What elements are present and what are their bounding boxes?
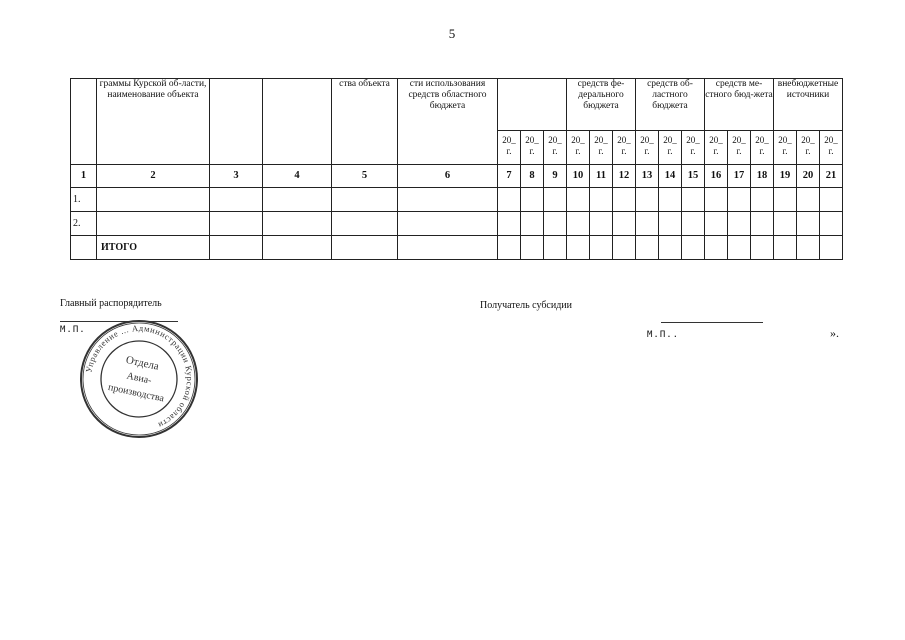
- table-cell: [521, 236, 544, 260]
- table-cell: [332, 236, 398, 260]
- column-number-cell: 13: [636, 165, 659, 188]
- year-header-cell: [498, 131, 521, 165]
- year-label: 20_: [525, 135, 539, 145]
- table-cell: [705, 212, 728, 236]
- table-cell: [820, 188, 843, 212]
- header-local-budget: средств ме-стного бюд-жета: [705, 79, 774, 131]
- table-cell: [544, 236, 567, 260]
- table-cell: [521, 212, 544, 236]
- year-header-cell: [797, 131, 820, 165]
- column-number-cell: 12: [613, 165, 636, 188]
- table-cell: [751, 236, 774, 260]
- year-suffix: г.: [713, 146, 719, 157]
- header-federal-budget: средств фе-дерального бюджета: [567, 79, 636, 131]
- header-col-6: сти использования средств областного бюджета: [398, 79, 498, 165]
- table-cell: [332, 188, 398, 212]
- table-cell: [498, 188, 521, 212]
- year-suffix: г.: [552, 146, 558, 157]
- closing-quote: ».: [830, 326, 839, 340]
- table-cell: [659, 212, 682, 236]
- table-cell: [797, 212, 820, 236]
- year-header-cell: [613, 131, 636, 165]
- column-number-cell: 3: [210, 165, 263, 188]
- year-suffix: г.: [759, 146, 765, 157]
- recipient-label: Получатель субсидии: [480, 300, 572, 311]
- table-cell: [797, 236, 820, 260]
- table-cell: [705, 236, 728, 260]
- table-row: [71, 188, 843, 212]
- column-number-cell: 1: [71, 165, 97, 188]
- column-number-cell: 11: [590, 165, 613, 188]
- column-number-cell: 2: [97, 165, 210, 188]
- year-suffix: г.: [598, 146, 604, 157]
- column-number-row: [71, 165, 843, 188]
- table-cell: [332, 212, 398, 236]
- table-cell: [774, 212, 797, 236]
- table-cell: [263, 188, 332, 212]
- column-number-cell: 20: [797, 165, 820, 188]
- table-cell: [567, 236, 590, 260]
- table-cell: [682, 212, 705, 236]
- column-number-cell: 9: [544, 165, 567, 188]
- table-cell: [544, 188, 567, 212]
- total-label: ИТОГО: [97, 236, 210, 260]
- header-col-5: ства объекта: [332, 79, 398, 165]
- total-row: [71, 236, 843, 260]
- year-label: 20_: [502, 135, 516, 145]
- year-label: 20_: [709, 135, 723, 145]
- table-cell: [613, 236, 636, 260]
- table-cell: [590, 236, 613, 260]
- svg-text:Авиа-: Авиа-: [125, 370, 153, 387]
- header-col-2: граммы Курской об-ласти, наименование объекта: [97, 79, 210, 165]
- row-name: [97, 188, 210, 212]
- year-label: 20_: [732, 135, 746, 145]
- year-suffix: г.: [575, 146, 581, 157]
- year-label: 20_: [663, 135, 677, 145]
- table-cell: [751, 188, 774, 212]
- year-label: 20_: [686, 135, 700, 145]
- table-cell: [705, 188, 728, 212]
- year-suffix: г.: [690, 146, 696, 157]
- column-number-cell: 17: [728, 165, 751, 188]
- table-cell: [521, 188, 544, 212]
- year-label: 20_: [617, 135, 631, 145]
- year-suffix: г.: [529, 146, 535, 157]
- recipient-signature-line: [661, 322, 763, 323]
- year-label: 20_: [801, 135, 815, 145]
- table-cell: [728, 236, 751, 260]
- column-number-cell: 15: [682, 165, 705, 188]
- column-number-cell: 16: [705, 165, 728, 188]
- year-suffix: г.: [736, 146, 742, 157]
- year-suffix: г.: [828, 146, 834, 157]
- table-cell: [774, 236, 797, 260]
- table-cell: [728, 188, 751, 212]
- year-label: 20_: [594, 135, 608, 145]
- table-cell: [398, 188, 498, 212]
- column-number-cell: 10: [567, 165, 590, 188]
- year-header-cell: [820, 131, 843, 165]
- year-header-cell: [636, 131, 659, 165]
- svg-text:Управление ... Администрации К: Управление ... Администрации Курской области: [83, 322, 196, 431]
- row-number: 1.: [71, 188, 97, 212]
- table-cell: [751, 212, 774, 236]
- table-cell: [210, 212, 263, 236]
- year-header-cell: [682, 131, 705, 165]
- official-stamp-seal: [78, 318, 200, 440]
- table-cell: [636, 212, 659, 236]
- header-col-1: [71, 79, 97, 165]
- year-suffix: г.: [782, 146, 788, 157]
- year-header-cell: [544, 131, 567, 165]
- year-label: 20_: [640, 135, 654, 145]
- column-number-cell: 7: [498, 165, 521, 188]
- svg-text:Отдела: Отдела: [124, 354, 160, 373]
- table-cell: [398, 236, 498, 260]
- column-number-cell: 21: [820, 165, 843, 188]
- year-label: 20_: [778, 135, 792, 145]
- year-suffix: г.: [506, 146, 512, 157]
- row-number: 2.: [71, 212, 97, 236]
- table-cell: [590, 188, 613, 212]
- year-header-cell: [659, 131, 682, 165]
- table-cell: [636, 188, 659, 212]
- table-cell: [210, 236, 263, 260]
- year-suffix: г.: [644, 146, 650, 157]
- header-extrabudgetary: внебюджетные источники: [774, 79, 843, 131]
- table-cell: [820, 212, 843, 236]
- year-header-cell: [521, 131, 544, 165]
- table-cell: [567, 188, 590, 212]
- table-cell: [398, 212, 498, 236]
- table-cell: [263, 212, 332, 236]
- column-number-cell: 19: [774, 165, 797, 188]
- svg-text:производства: производства: [106, 381, 165, 405]
- year-header-cell: [751, 131, 774, 165]
- form-table: [70, 78, 843, 260]
- year-label: 20_: [755, 135, 769, 145]
- year-header-cell: [705, 131, 728, 165]
- table-cell: [820, 236, 843, 260]
- year-suffix: г.: [805, 146, 811, 157]
- year-header-cell: [728, 131, 751, 165]
- column-number-cell: 8: [521, 165, 544, 188]
- year-header-cell: [567, 131, 590, 165]
- year-header-cell: [590, 131, 613, 165]
- chief-manager-label: Главный распорядитель: [60, 298, 162, 309]
- table-cell: [728, 212, 751, 236]
- table-cell: [263, 236, 332, 260]
- header-col-4: [263, 79, 332, 165]
- page-number: 5: [448, 26, 456, 41]
- column-number-cell: 18: [751, 165, 774, 188]
- table-cell: [567, 212, 590, 236]
- header-col-3: [210, 79, 263, 165]
- table-cell: [498, 212, 521, 236]
- table-cell: [544, 212, 567, 236]
- table-cell: [613, 188, 636, 212]
- table-cell: [659, 188, 682, 212]
- year-label: 20_: [548, 135, 562, 145]
- table-cell: [774, 188, 797, 212]
- table-cell: [210, 188, 263, 212]
- row-number: [71, 236, 97, 260]
- table-row: [71, 212, 843, 236]
- table-cell: [613, 212, 636, 236]
- year-header-cell: [774, 131, 797, 165]
- header-regional-budget: средств об-ластного бюджета: [636, 79, 705, 131]
- table-cell: [797, 188, 820, 212]
- column-number-cell: 6: [398, 165, 498, 188]
- header-total-group: [498, 79, 567, 131]
- seal-place-right: М.П..: [647, 330, 680, 340]
- year-suffix: г.: [667, 146, 673, 157]
- column-number-cell: 4: [263, 165, 332, 188]
- column-number-cell: 5: [332, 165, 398, 188]
- seal-place-left: М.П.: [60, 325, 86, 335]
- table-cell: [659, 236, 682, 260]
- table-cell: [590, 212, 613, 236]
- column-number-cell: 14: [659, 165, 682, 188]
- row-name: [97, 212, 210, 236]
- table-cell: [682, 188, 705, 212]
- year-label: 20_: [824, 135, 838, 145]
- year-suffix: г.: [621, 146, 627, 157]
- table-cell: [682, 236, 705, 260]
- table-cell: [498, 236, 521, 260]
- year-label: 20_: [571, 135, 585, 145]
- table-cell: [636, 236, 659, 260]
